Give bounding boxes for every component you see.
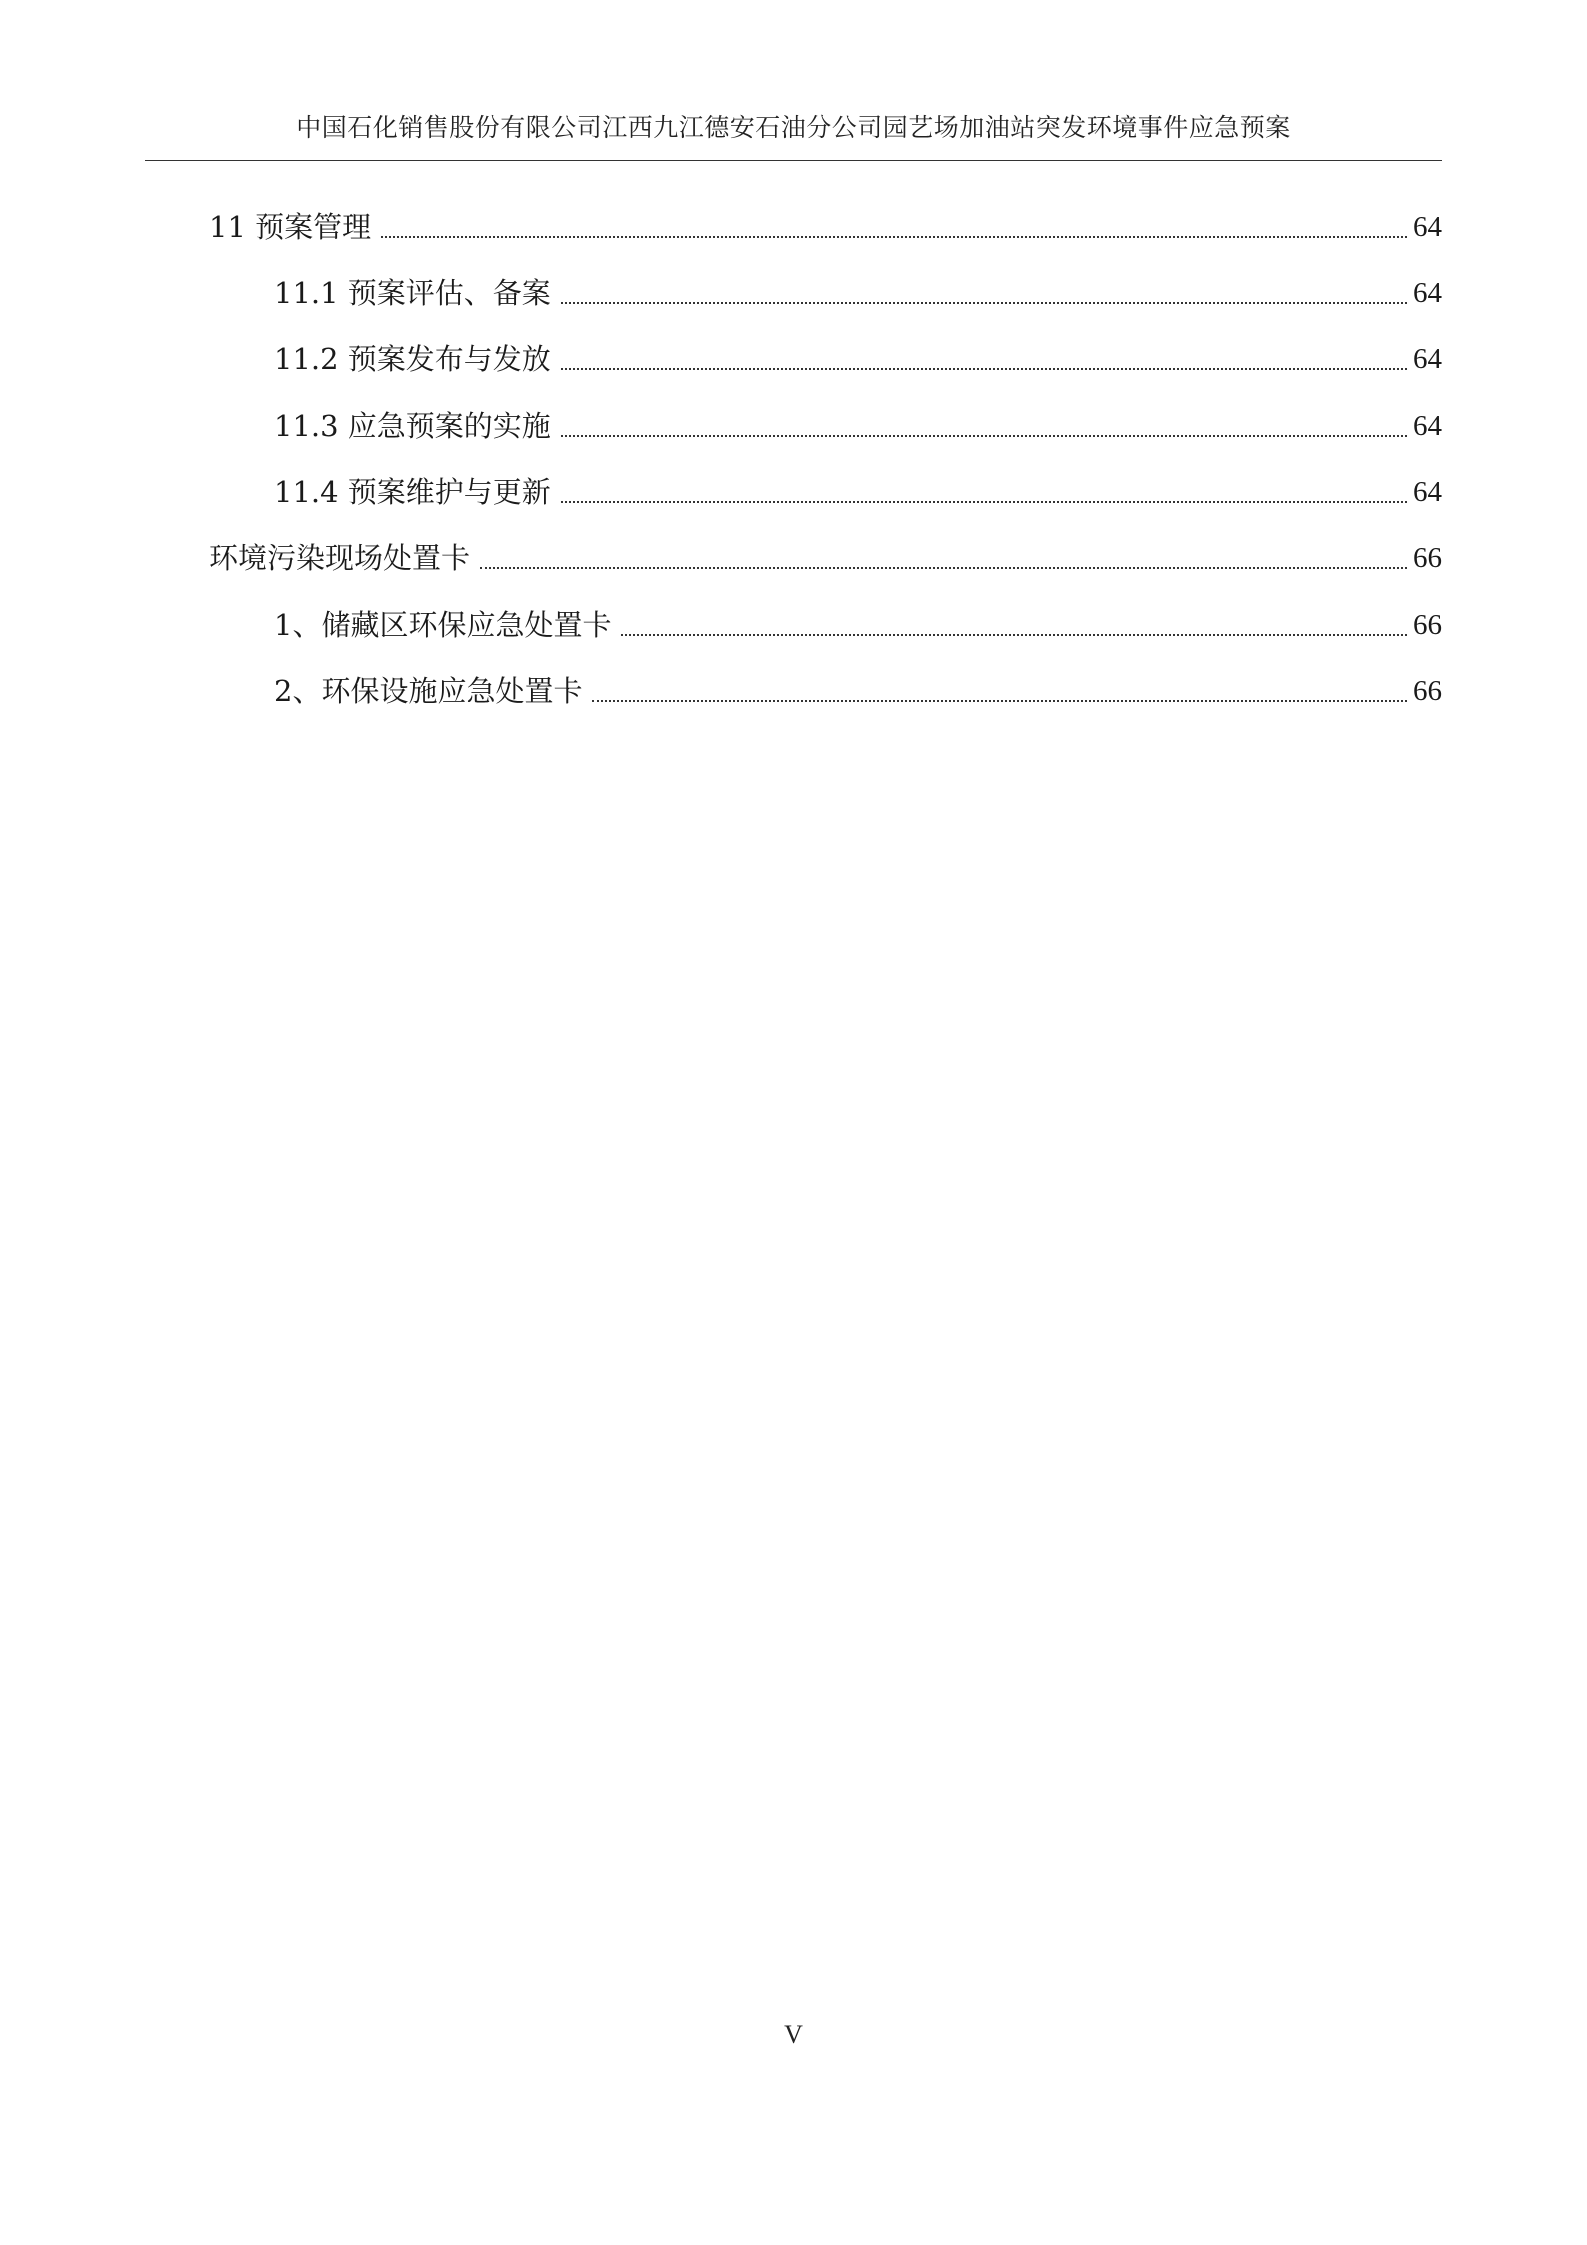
toc-entry-label: 11 预案管理 [209,210,372,244]
toc-leader-dots [561,501,1407,503]
toc-entry-11-2[interactable] [274,337,1442,381]
toc-entry-page: 64 [1413,277,1442,309]
toc-entry-label: 2、环保设施应急处置卡 [274,674,583,708]
toc-entry-page: 64 [1413,211,1442,243]
toc-entry-label: 环境污染现场处置卡 [209,541,471,575]
toc-entry-label: 11.3 应急预案的实施 [274,409,551,443]
toc-leader-dots [381,236,1407,238]
toc-entry-11-4[interactable] [274,470,1442,514]
toc-entry-disposal-cards[interactable] [209,536,1442,580]
toc-entry-page: 66 [1413,675,1442,707]
toc-entry-label: 1、储藏区环保应急处置卡 [274,608,612,642]
toc-leader-dots [621,634,1407,636]
toc-leader-dots [480,567,1407,569]
toc-entry-storage-card[interactable] [274,603,1442,647]
header-divider [145,160,1442,161]
toc-entry-page: 64 [1413,410,1442,442]
toc-entry-label: 11.1 预案评估、备案 [274,276,551,310]
toc-entry-page: 64 [1413,476,1442,508]
toc-entry-11-1[interactable] [274,271,1442,315]
toc-leader-dots [561,368,1407,370]
toc-entry-label: 11.4 预案维护与更新 [274,475,551,509]
toc-entry-11-3[interactable] [274,404,1442,448]
toc-leader-dots [561,435,1407,437]
toc-entry-page: 66 [1413,542,1442,574]
page-header-title: 中国石化销售股份有限公司江西九江德安石油分公司园艺场加油站突发环境事件应急预案 [296,113,1291,142]
toc-entry-label: 11.2 预案发布与发放 [274,342,551,376]
toc-entry-11[interactable] [209,205,1442,249]
toc-entry-facility-card[interactable] [274,669,1442,713]
toc-entry-page: 64 [1413,343,1442,375]
toc-leader-dots [592,700,1407,702]
toc-leader-dots [561,302,1407,304]
toc-entry-page: 66 [1413,609,1442,641]
page-number: V [784,2020,803,2049]
